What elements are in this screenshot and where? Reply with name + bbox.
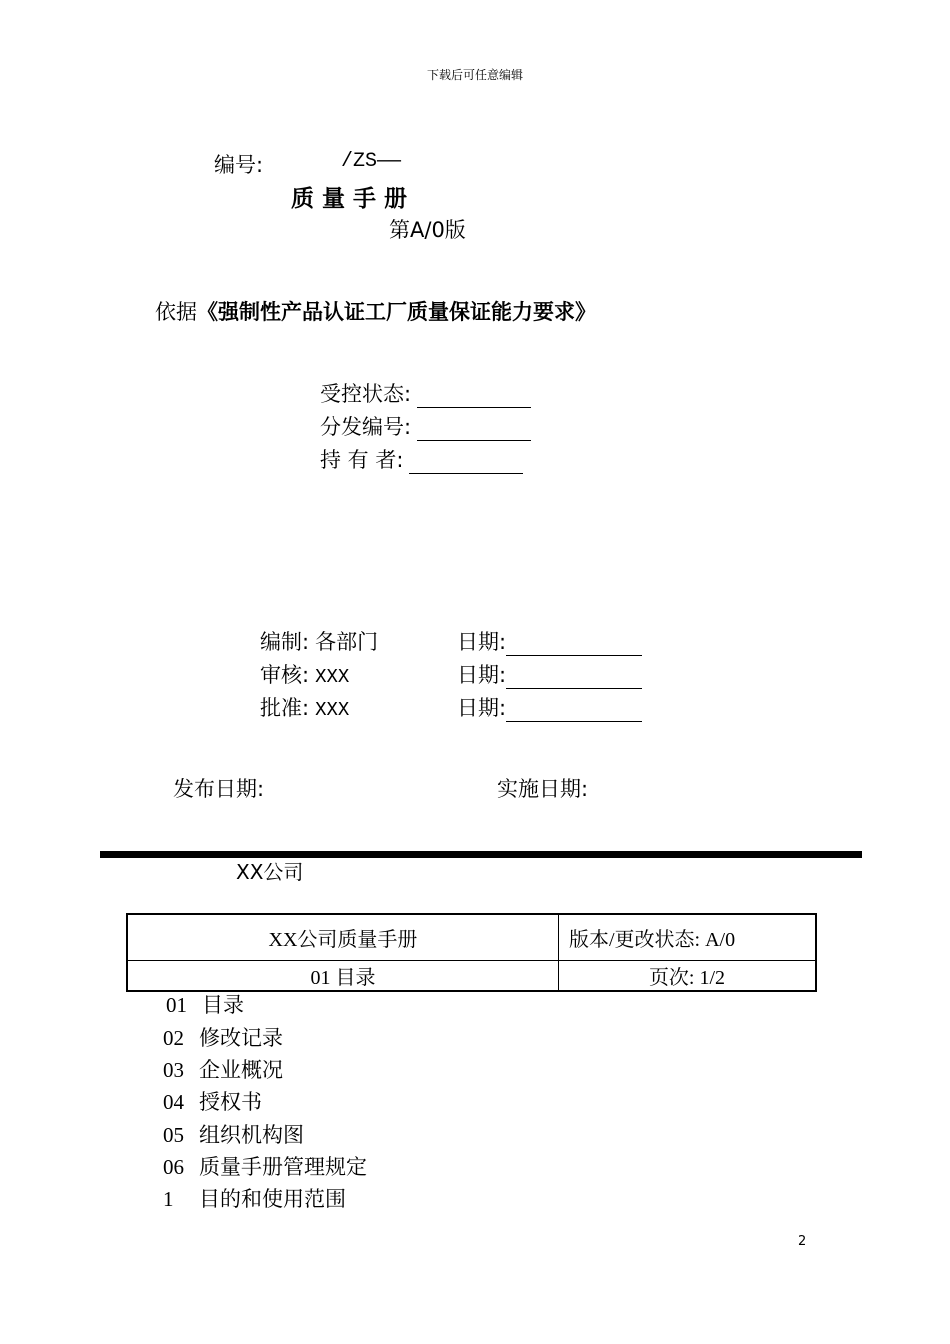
control-field-status [320,378,531,408]
control-label: 分发编号: [320,415,412,439]
watermark-text: 下载后可任意编辑 [426,68,523,82]
toc-title: 目录 [202,993,244,1017]
toc-number: 01 [166,993,187,1017]
toc-title: 修改记录 [199,1026,283,1050]
control-field-distribution [320,411,531,441]
toc-number: 03 [163,1058,184,1082]
approval-row [260,626,378,656]
date-blank [506,701,642,722]
toc-title: 授权书 [199,1090,262,1114]
approval-name: XXX [315,666,350,688]
toc-number: 1 [163,1187,174,1211]
approval-name: 各部门 [315,630,379,654]
manual-version: 第A/0版 [389,218,466,242]
approval-date [457,659,642,689]
toc-item [163,1054,283,1084]
date-label: 日期: [457,663,507,687]
toc-title: 质量手册管理规定 [199,1155,367,1179]
toc-number: 05 [163,1123,184,1147]
approval-date [457,692,642,722]
date-blank [506,635,642,656]
control-blank [417,420,531,441]
toc-item [163,1119,304,1149]
effective-date-label: 实施日期: [497,777,589,801]
section-divider [100,851,862,858]
release-date-label: 发布日期: [173,777,265,801]
control-blank [409,453,523,474]
doc-number-label: 编号: [214,153,264,177]
basis-standard: 《强制性产品认证工厂质量保证能力要求》 [197,300,596,324]
toc-title: 组织机构图 [199,1123,304,1147]
toc-title: 企业概况 [199,1058,283,1082]
approval-date [457,626,642,656]
manual-title: 质 量 手 册 [291,186,408,212]
section-cell: 01 目录 [127,960,559,991]
approval-role: 审核: [260,663,310,687]
version-status-cell: 版本/更改状态: A/0 [559,914,817,960]
manual-header-table [126,913,817,992]
control-label: 持 有 者: [320,448,404,472]
page-cell: 页次: 1/2 [559,960,817,991]
company-name: XX公司 [236,860,304,884]
manual-title-cell: XX公司质量手册 [127,914,559,960]
toc-item [163,1151,367,1181]
control-blank [417,387,531,408]
approval-row [260,692,349,722]
toc-item [166,989,244,1019]
date-label: 日期: [457,630,507,654]
date-blank [506,668,642,689]
toc-item [163,1183,346,1213]
toc-title: 目的和使用范围 [199,1187,346,1211]
control-field-holder [320,444,523,474]
toc-number: 04 [163,1090,184,1114]
page-number: 2 [798,1234,807,1249]
date-label: 日期: [457,696,507,720]
toc-item [163,1022,283,1052]
toc-number: 06 [163,1155,184,1179]
toc-item [163,1086,262,1116]
approval-row [260,659,349,689]
control-label: 受控状态: [320,382,412,406]
basis-line [155,296,596,326]
doc-number-value: /ZS—— [341,150,402,173]
approval-role: 编制: [260,630,310,654]
approval-role: 批准: [260,696,310,720]
toc-number: 02 [163,1026,184,1050]
basis-prefix: 依据 [155,300,197,324]
approval-name: XXX [315,699,350,721]
